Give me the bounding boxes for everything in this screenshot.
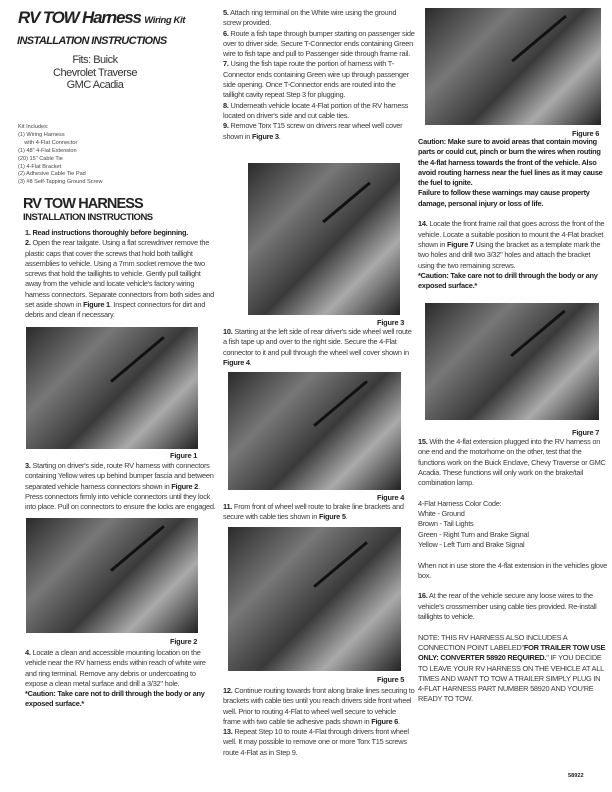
paragraph xyxy=(418,488,608,498)
paragraph xyxy=(25,238,217,320)
paragraph xyxy=(418,633,608,705)
paragraph xyxy=(418,530,608,540)
bold-text: Figure 5 xyxy=(318,512,346,522)
text: Brown - Tail Lights xyxy=(418,519,474,529)
paragraph xyxy=(418,437,608,488)
text: Green - Right Turn and Brake Signal xyxy=(418,529,529,539)
text: NOTE: THIS RV HARNESS ALSO INCLUDES A CONNECTION POINT LABELED" xyxy=(418,632,568,652)
text: Open the rear tailgate. Using a flat screwdriver remove the plastic caps that cover the screws that hold both taillight assemblies to vehicle. Using a 7mm socket remove the two screws that hold the taillights to vehicle. Gently pull taillight away from the vehicle and locate vehicle's factory wiring harness connectors. Separate connectors from both sides and set aside shown in xyxy=(25,238,215,310)
figure-2-caption: Figure 2 xyxy=(170,637,198,646)
bold-text: Caution: Make sure to avoid areas that contain moving parts or could cut, pinch or burn the wires when routing the 4-flat harness towards the front of the vehicle. Also avoid routing harness near the fuel lines as it may cause the fuel to ignite. xyxy=(418,137,603,188)
text xyxy=(418,581,420,590)
fits-line: Fits: Buick xyxy=(72,54,118,66)
text: Using the bracket as a template mark the two holes and drill two 3/32" holes and attach the bracket using the two remaining screws. xyxy=(418,239,601,270)
part-number: 58922 xyxy=(568,773,584,779)
bold-text: 3. xyxy=(25,461,31,470)
bold-text: 4. xyxy=(25,648,31,657)
steps-1-2 xyxy=(25,228,217,321)
bold-text: Figure 2 xyxy=(171,481,199,491)
paragraph xyxy=(418,209,608,219)
kit-item: (20) 15" Cable Tie xyxy=(18,155,63,162)
bold-text: 6. xyxy=(223,28,229,38)
text: 4-Flat Harness Color Code: xyxy=(418,498,502,508)
paragraph xyxy=(223,8,415,29)
paragraph xyxy=(418,591,608,622)
bold-text: 12. xyxy=(223,686,233,695)
text xyxy=(418,209,420,218)
bold-text: 5. xyxy=(223,8,229,17)
bold-text: 9. xyxy=(223,121,229,131)
kit-item: (2) Adhesive Cable Tie Pad xyxy=(18,171,86,178)
figure-2-photo xyxy=(26,518,198,633)
bold-text: 1. Read instructions thoroughly before beginning. xyxy=(25,228,189,237)
figure-4-photo xyxy=(228,372,401,490)
document-subtitle: INSTALLATION INSTRUCTIONS xyxy=(17,35,167,47)
text: Underneath vehicle locate 4-Flat portion of the RV harness located on driver's side and cut cable ties. xyxy=(223,100,409,120)
bold-text: 13. xyxy=(223,727,233,737)
text xyxy=(418,622,420,631)
steps-12-13 xyxy=(223,686,415,758)
figure-3-photo xyxy=(248,163,400,315)
figure-6-caption: Figure 6 xyxy=(572,129,600,138)
bold-text: 8. xyxy=(223,100,229,110)
text: . xyxy=(249,357,252,367)
bold-text: Figure 6 xyxy=(371,716,398,726)
document-title xyxy=(18,8,185,28)
paragraph xyxy=(223,101,415,122)
text: Locate a clean and accessible mounting location on the vehicle near the RV harness ends within reach of white wire and ring terminal. Remove any debris or undercoating to expose a clean metal surface and drill a 3/32" hole. xyxy=(25,648,206,688)
paragraph xyxy=(25,689,217,710)
text: White - Ground xyxy=(418,509,465,519)
steps-15-16-note xyxy=(418,437,608,705)
paragraph xyxy=(223,502,415,523)
text: . xyxy=(345,512,348,522)
step-4 xyxy=(25,648,217,710)
text: Starting at the left side of rear driver's side wheel well route a fish tape up and over to the right side. Secure the 4-Flat connector to it and pull through the wheel well cover shown in xyxy=(223,327,412,357)
paragraph xyxy=(418,561,608,582)
bold-text: 7. xyxy=(223,59,229,69)
kit-item: (1) 48" 4-Flat Extension xyxy=(18,147,77,154)
figure-7-photo xyxy=(425,303,599,420)
bold-text: 2. xyxy=(25,238,31,248)
text: At the rear of the vehicle secure any loose wires to the vehicle's crossmember using cable ties provided. Re-install taillights to vehicle. xyxy=(418,591,597,622)
kit-item: with 4-Flat Connector xyxy=(18,139,78,146)
figure-4-caption: Figure 4 xyxy=(377,493,405,502)
figure-7-caption: Figure 7 xyxy=(572,428,600,437)
paragraph xyxy=(25,461,217,512)
paragraph xyxy=(418,581,608,591)
bold-text: 16. xyxy=(418,591,428,601)
title-text: RV TOW Harness xyxy=(18,8,141,27)
bold-text: Failure to follow these warnings may cause property damage, personal injury or loss of life. xyxy=(418,188,590,208)
paragraph xyxy=(223,327,415,368)
kit-item: (1) Wiring Harness xyxy=(18,131,65,138)
text: Remove Torx T15 screw on drivers rear wheel well cover shown in xyxy=(223,121,403,141)
paragraph xyxy=(418,219,608,270)
text: . xyxy=(278,131,281,141)
paragraph xyxy=(25,648,217,689)
text: Repeat Step 10 to route 4-Flat through drivers front wheel well. It may possible to remove one or more Torx T15 screws route 4-Flat as in Step 9. xyxy=(223,727,409,757)
text: Attach ring terminal on the White wire using the ground screw provided. xyxy=(223,8,397,28)
text: . Inspect connectors for dirt and debris and clean if necessary. xyxy=(25,300,206,320)
step-10 xyxy=(223,327,415,368)
bold-text: Figure 7 xyxy=(446,239,474,249)
bold-text: 15. xyxy=(418,437,428,446)
paragraph xyxy=(223,29,415,60)
text: With the 4-flat extension plugged into the RV harness on one end and the motorhome on the other, test that the functions work on the Buick Enclave, Chevy Traverse or GMC Acadia. These functions will only work on the brake/tail combination lamp. xyxy=(418,437,606,488)
paragraph xyxy=(418,550,608,560)
text: Continue routing towards front along brake lines securing to brackets with cable ties until you reach drivers side front wheel well. Prior to routing 4-Flat to wheel well secure to vehicle frame with two cable tie adhesive pads shown in xyxy=(223,686,415,726)
text: . xyxy=(397,716,400,726)
caution-and-step-14 xyxy=(418,137,608,291)
paragraph xyxy=(418,499,608,509)
section-subheading: INSTALLATION INSTRUCTIONS xyxy=(23,212,153,223)
steps-5-9 xyxy=(223,8,415,142)
text: " IF YOU DECIDE TO LEAVE YOUR RV HARNESS ON THE VEHICLE AT ALL TIMES AND WANT TO TOW A TRAILER SIMPLY PLUG IN 4-FLAT HARNESS PART NUMBER 58920 AND YOU'RE READY TO TOW. xyxy=(418,653,604,704)
title-suffix: Wiring Kit xyxy=(144,15,186,26)
figure-3-caption: Figure 3 xyxy=(377,318,405,327)
paragraph xyxy=(223,686,415,727)
bold-text: Figure 4 xyxy=(223,357,250,367)
fits-line: Chevrolet Traverse xyxy=(53,66,137,79)
paragraph xyxy=(418,188,608,209)
text: From front of wheel well route to brake line brackets and secure with cable ties shown in xyxy=(223,502,404,522)
kit-item: (3) #8 Self-Tapping Ground Screw xyxy=(18,179,103,186)
paragraph xyxy=(223,727,415,758)
bold-text: FOR TRAILER TOW USE ONLY: CONVERTER 58920 REQUIRED. xyxy=(418,642,606,663)
figure-6-photo xyxy=(425,8,601,125)
step-11 xyxy=(223,502,415,523)
figure-1-caption: Figure 1 xyxy=(170,451,198,460)
text xyxy=(418,550,420,559)
bold-text: 10. xyxy=(223,327,233,336)
figure-5-caption: Figure 5 xyxy=(377,675,405,684)
kit-item: (1) 4-Flat Bracket xyxy=(18,163,62,170)
bold-text: *Caution: Take care not to drill through the body or any exposed surface.* xyxy=(25,689,205,709)
section-heading: RV TOW HARNESS xyxy=(23,196,143,212)
paragraph xyxy=(418,137,608,188)
paragraph xyxy=(418,509,608,519)
kit-includes-list xyxy=(18,124,103,187)
text: . Press connectors firmly into vehicle connectors until they lock into place. Pull on connectors to ensure the locks are engaged. xyxy=(25,481,216,512)
kit-item: Kit Includes: xyxy=(18,124,49,130)
text: When not in use store the 4-flat extension in the vehicles glove box. xyxy=(418,560,608,580)
text: Locate the front frame rail that goes across the front of the vehicle. Locate a suitable position to mount the 4-Flat bracket shown in xyxy=(418,219,605,249)
step-3 xyxy=(25,461,217,512)
paragraph xyxy=(25,228,217,238)
bold-text: Figure 1 xyxy=(83,300,110,310)
text: Starting on driver's side, route RV harness with connectors containing Yellow wires up behind bumper fascia and between separated vehicle harness connectors shown in xyxy=(25,461,214,491)
fits-vehicles xyxy=(40,54,150,92)
bold-text: *Caution: Take care not to drill through the body or any exposed surface.* xyxy=(418,270,598,291)
paragraph xyxy=(223,121,415,142)
text: Route a fish tape through bumper starting on passenger side over to driver side. Secure T-Connector ends containing Green wire to fish tape and pull to Passenger side through frame rail. xyxy=(223,28,415,59)
fits-line: GMC Acadia xyxy=(66,79,124,91)
text: Yellow - Left Turn and Brake Signal xyxy=(418,539,525,549)
paragraph xyxy=(418,622,608,632)
bold-text: 11. xyxy=(223,502,233,511)
text xyxy=(418,488,420,497)
figure-1-photo xyxy=(26,327,198,449)
figure-5-photo xyxy=(228,527,401,671)
paragraph xyxy=(418,519,608,529)
bold-text: Figure 3 xyxy=(251,131,279,141)
bold-text: 14. xyxy=(418,219,428,229)
paragraph xyxy=(223,59,415,100)
paragraph xyxy=(418,271,608,292)
text: Using the fish tape route the portion of harness with T-Connector ends containing Green wire up through passenger side opening. Once T-Connector ends are routed into the taillight cavity repeat Step 3 for plugging. xyxy=(223,59,409,100)
paragraph xyxy=(418,540,608,550)
